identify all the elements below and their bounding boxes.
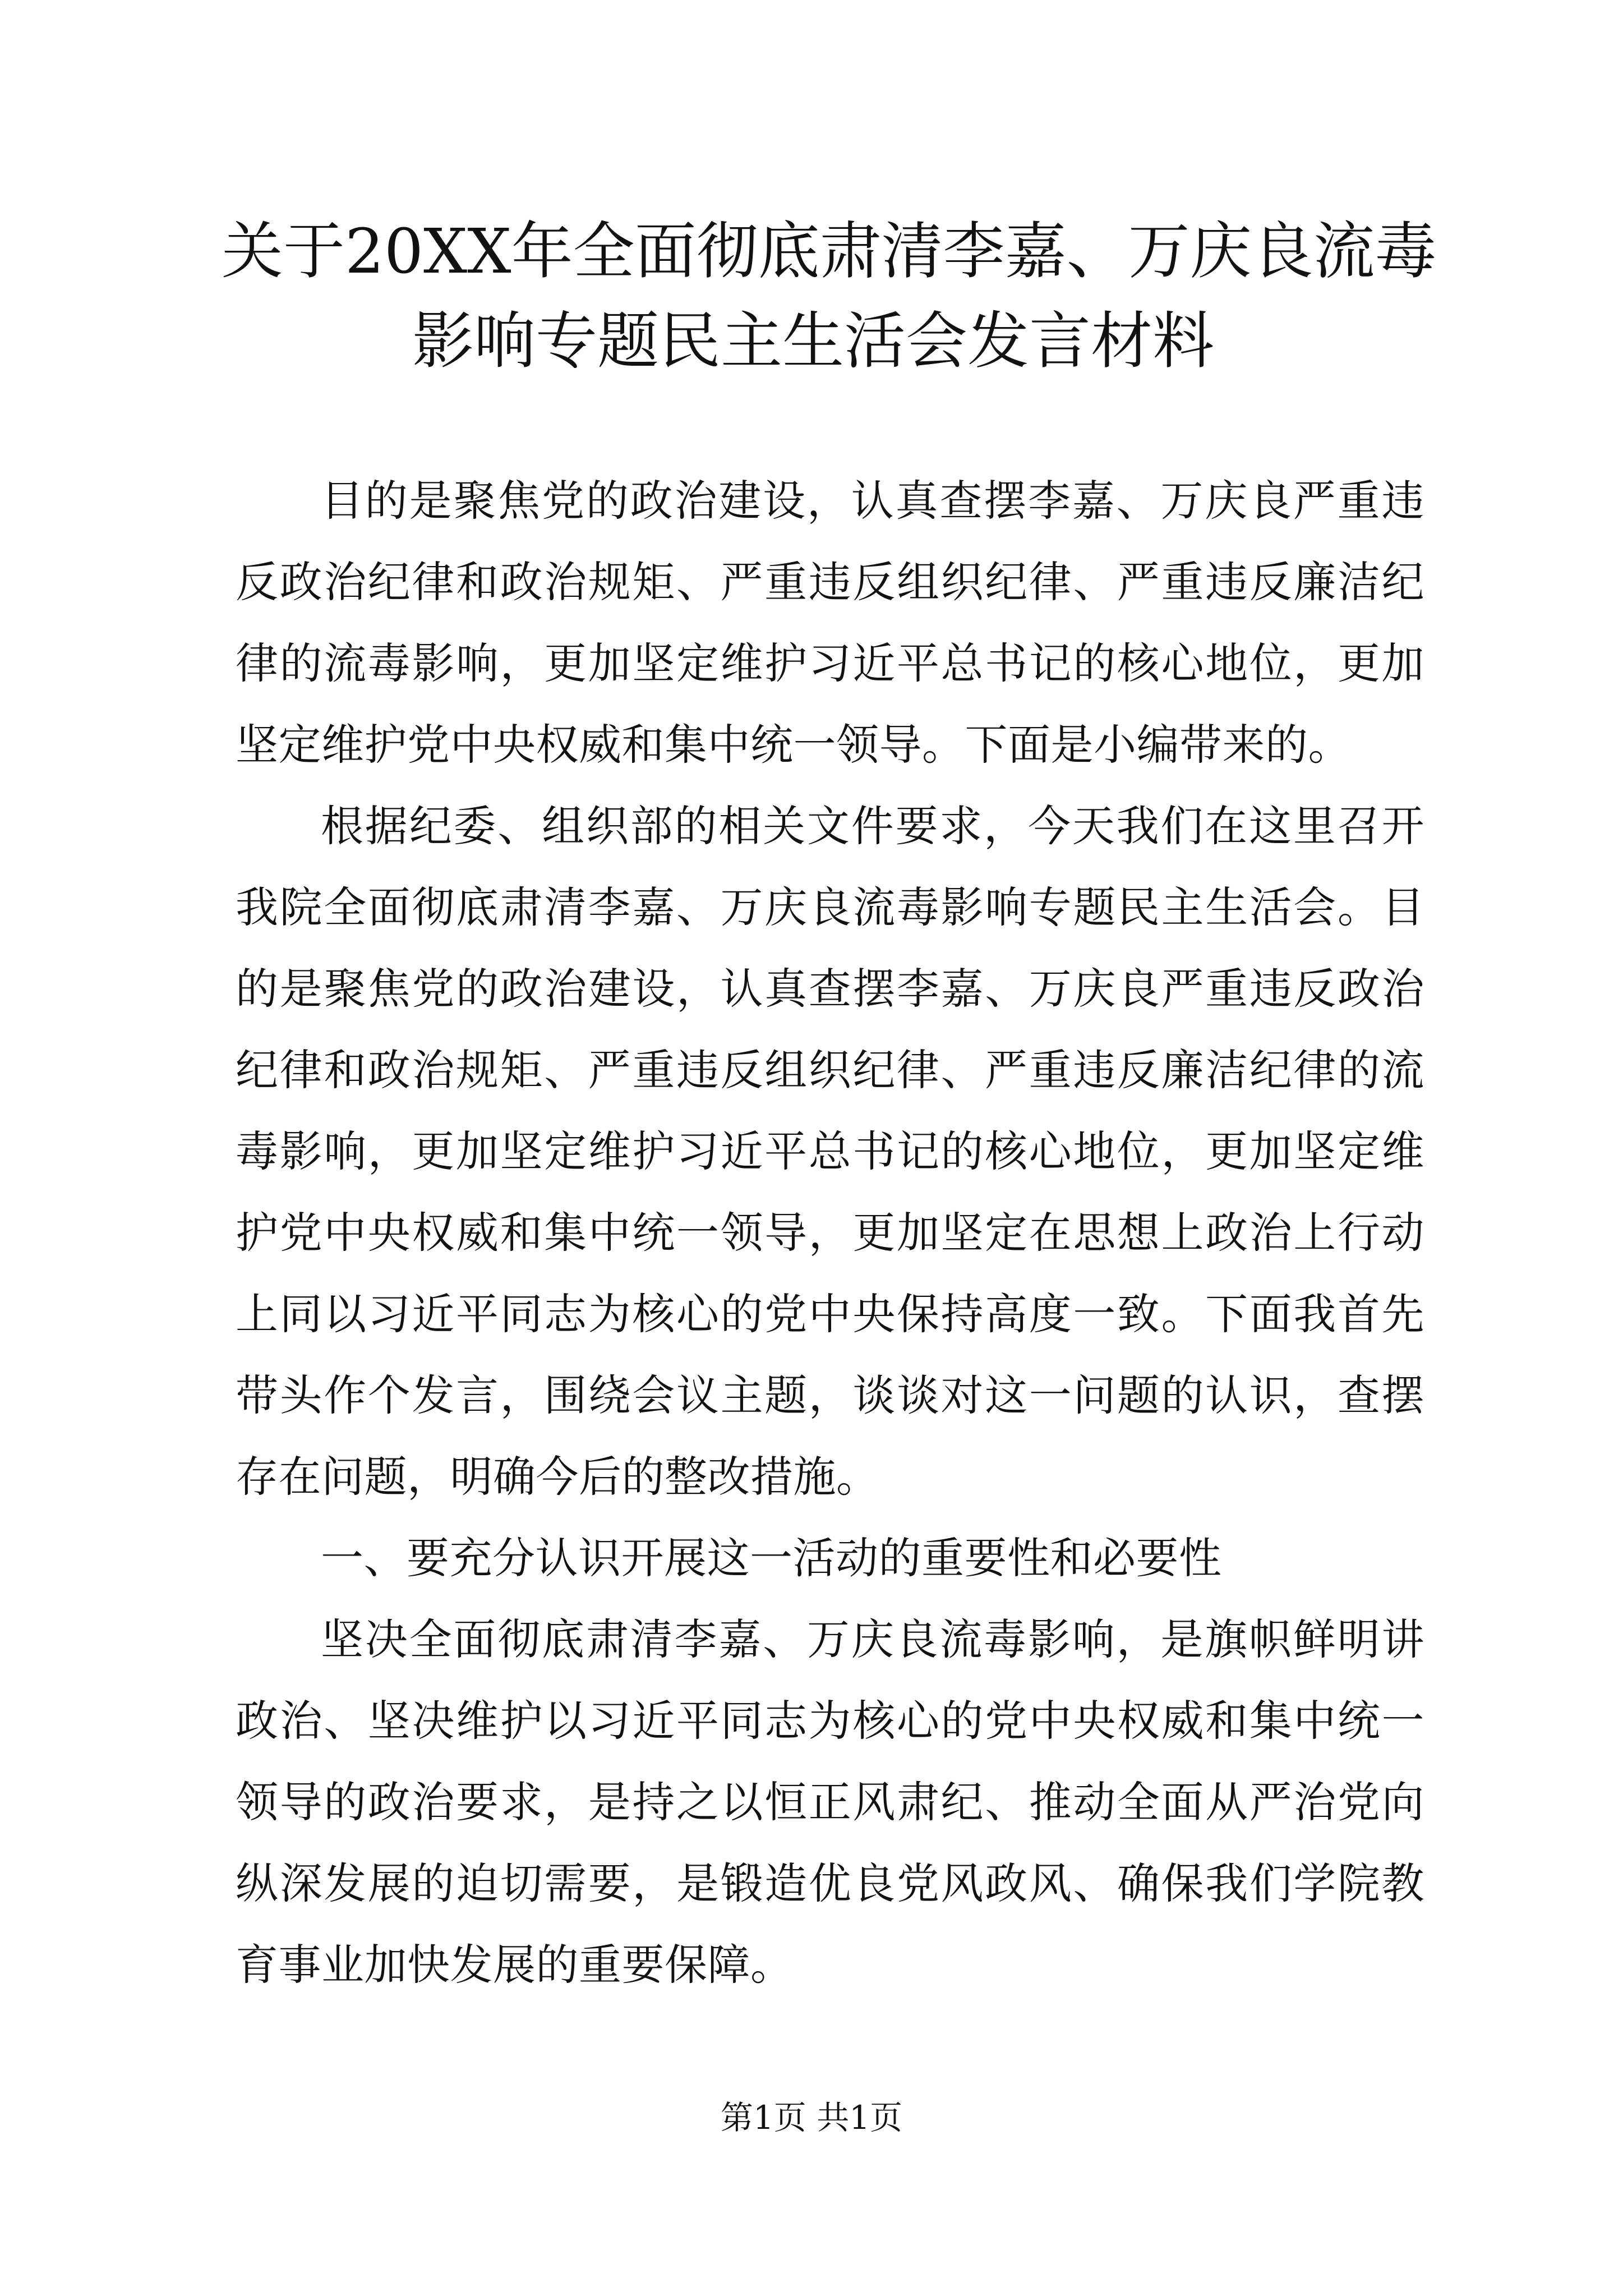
document-body — [236, 460, 1424, 2005]
paragraph-section-1: 坚决全面彻底肃清李嘉、万庆良流毒影响，是旗帜鲜明讲政治、坚决维护以习近平同志为核心的党中央权威和集中统一领导的政治要求，是持之以恒正风肃纪、推动全面从严治党向纵深发展的迫切需要，是锻造优良党风政风、确保我们学院教育事业加快发展的重要保障。 — [236, 1614, 1424, 1990]
title-line-1: 关于20XX年全面彻底肃清李嘉、万庆良流毒 — [222, 215, 1437, 287]
title-line-2: 影响专题民主生活会发言材料 — [412, 305, 1214, 377]
paragraph-intro: 目的是聚焦党的政治建设，认真查摆李嘉、万庆良严重违反政治纪律和政治规矩、严重违反组织纪律、严重违反廉洁纪律的流毒影响，更加坚定维护习近平总书记的核心地位，更加坚定维护党中央权威和集中统一领导。下面是小编带来的。 — [236, 476, 1424, 770]
document-title — [222, 206, 1437, 386]
section-heading-1: 一、要充分认识开展这一活动的重要性和必要性 — [321, 1533, 1222, 1583]
page-footer: 第1页 共1页 — [720, 2099, 903, 2137]
paragraph-opening: 根据纪委、组织部的相关文件要求，今天我们在这里召开我院全面彻底肃清李嘉、万庆良流毒影响专题民主生活会。目的是聚焦党的政治建设，认真查摆李嘉、万庆良严重违反政治纪律和政治规矩、严重违反组织纪律、严重违反廉洁纪律的流毒影响，更加坚定维护习近平总书记的核心地位，更加坚定维护党中央权威和集中统一领导，更加坚定在思想上政治上行动上同以习近平同志为核心的党中央保持高度一致。下面我首先带头作个发言，围绕会议主题，谈谈对这一问题的认识，查摆存在问题，明确今后的整改措施。 — [236, 801, 1424, 1502]
